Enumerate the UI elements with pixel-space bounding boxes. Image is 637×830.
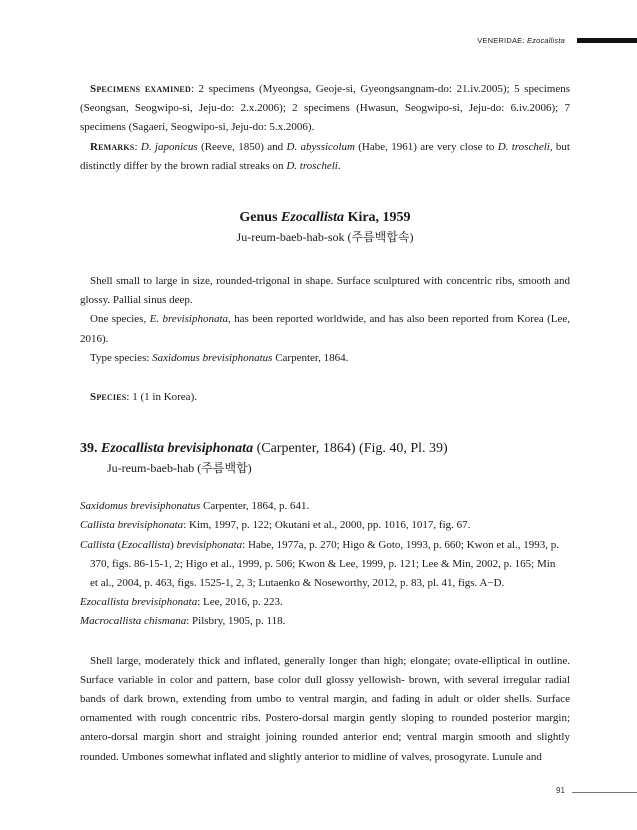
synonym-citation: : Habe, 1977a, p. 270; Higo & Goto, 1993, p. 660; Kwon et al., 1993, p.	[242, 538, 560, 551]
type-species-name: Saxidomus brevisiphonatus	[152, 351, 273, 364]
synonym-citation: : Lee, 2016, p. 223.	[197, 596, 283, 609]
species-count-paragraph	[80, 388, 570, 407]
species-heading	[80, 439, 570, 459]
remarks-label: Remarks	[90, 140, 135, 153]
genus-distribution-text-a: One species,	[90, 313, 150, 326]
specimens-examined-label: Specimens examined	[90, 83, 191, 95]
remarks-text-2: (Habe, 1961) are very close to	[354, 140, 498, 153]
synonym-continuation: 370, figs. 86-15-1, 2; Higo et al., 1999, p. 506; Kwon & Lee, 1999, p. 121; Lee & Min, 2002, p. 165; Min	[90, 557, 556, 570]
species-count-text: : 1 (1 in Korea).	[126, 391, 197, 404]
synonym-name-subgenus: Ezocallista	[121, 538, 171, 551]
species-number: 39.	[80, 441, 98, 457]
genus-distribution-species: E. brevisiphonata	[149, 313, 229, 326]
genus-name: Ezocallista	[281, 210, 345, 226]
synonym-entry	[80, 516, 570, 535]
genus-description: Shell small to large in size, rounded-trigonal in shape. Surface sculptured with concentric ribs, smooth and glossy. Pallial sinus deep.	[80, 275, 570, 307]
synonym-name: Saxidomus brevisiphonatus	[80, 500, 201, 513]
synonym-continuation: et al., 2004, p. 463, figs. 1525-1, 2, 3; Lutaenko & Noseworthy, 2012, p. 83, pl. 41, figs. A−D.	[90, 577, 505, 590]
species-name: Ezocallista brevisiphonata	[101, 441, 254, 457]
synonym-name: Macrocallista chismana	[80, 615, 187, 628]
species-author-figs: (Carpenter, 1864) (Fig. 40, Pl. 39)	[253, 441, 448, 457]
remarks-separator: :	[134, 140, 141, 153]
running-head-text	[477, 36, 565, 45]
running-head-family: VENERIDAE:	[477, 36, 525, 45]
genus-korean-name: Ju-reum-baeb-hab-sok (주름백합속)	[236, 230, 414, 245]
remarks-text-4: .	[337, 159, 341, 172]
genus-prefix: Genus	[239, 210, 282, 226]
synonym-name-species: brevisiphonata	[176, 538, 243, 551]
remarks-paragraph	[80, 138, 570, 176]
page-body	[80, 80, 570, 767]
running-head-bar	[577, 38, 637, 43]
synonym-entry	[80, 612, 570, 631]
species-count-label: Species	[90, 391, 127, 404]
synonym-name: Callista brevisiphonata	[80, 519, 184, 532]
genus-heading	[80, 208, 570, 228]
remarks-species-2: D. abyssicolum	[286, 140, 355, 153]
synonym-citation: Carpenter, 1864, p. 641.	[200, 500, 310, 513]
specimens-examined-text: : 2 specimens (Myeongsa, Geoje-si, Gyeongsangnam-do: 21.iv.2005); 5 specimens (Seongsan, Seogwipo-si, Jeju-do: 2.x.2006); 2 specimens (Hwasun, Seogwipo-si, Jeju-do: 6.iv.2006); 7 specimens (Sagaeri, Seogwipo-si, Jeju-do: 5.x.2006).	[80, 83, 571, 134]
remarks-species-1: D. japonicus	[140, 140, 198, 153]
synonym-entry: Callista (Ezocallista) brevisiphonata: Habe, 1977a, p. 270; Higo & Goto, 1993, p. 660; Kwon et al., 1993, p.	[80, 538, 560, 551]
footer-rule	[572, 792, 637, 793]
remarks-species-3: D. troscheli	[497, 140, 550, 153]
synonym-entry	[80, 497, 570, 516]
synonym-citation: : Kim, 1997, p. 122; Okutani et al., 2000, pp. 1016, 1017, fig. 67.	[183, 519, 471, 532]
synonym-entry	[80, 593, 570, 612]
species-korean-name: Ju-reum-baeb-hab (주름백합)	[107, 461, 252, 476]
synonymy-list	[80, 497, 570, 631]
remarks-text-3: , but distinctly differ by the brown radial streaks on	[80, 140, 570, 172]
synonym-name-genus: Callista	[80, 538, 115, 551]
remarks-species-4: D. troscheli	[286, 159, 338, 172]
synonym-name: Ezocallista brevisiphonata	[80, 596, 198, 609]
running-head	[0, 36, 637, 48]
type-species	[80, 349, 570, 368]
type-species-author: Carpenter, 1864.	[272, 351, 349, 364]
species-description: Shell large, moderately thick and inflated, generally longer than high; elongate; ovate-elliptical in outline. Surface variable in color and pattern, base color dull glossy yellowish- brown, with several irregular radial bands of dark brown, extending from umbo to ventral margin, and fading in adult or older shells. Surface ornamented with rough concentric ribs. Postero-dorsal margin gently sloping to rounded posterior margin; antero-dorsal margin short and straight joining rounded anterior end; ventral margin smooth and slightly rounded. Umbones somewhat inflated and slightly anterior to midline of valves, prosogyrate. Lunule and	[80, 654, 570, 763]
page-number: 91	[556, 786, 565, 795]
genus-author: Kira, 1959	[344, 210, 411, 226]
genus-distribution	[80, 310, 570, 348]
remarks-text-1: (Reeve, 1850) and	[197, 140, 287, 153]
running-head-genus: Ezocallista	[526, 36, 565, 45]
genus-distribution-text-b: , has been reported worldwide, and has also been reported from Korea (Lee, 2016).	[80, 313, 570, 345]
type-species-label: Type species:	[90, 351, 153, 364]
specimens-examined-paragraph	[80, 80, 570, 138]
synonym-citation: : Pilsbry, 1905, p. 118.	[186, 615, 286, 628]
